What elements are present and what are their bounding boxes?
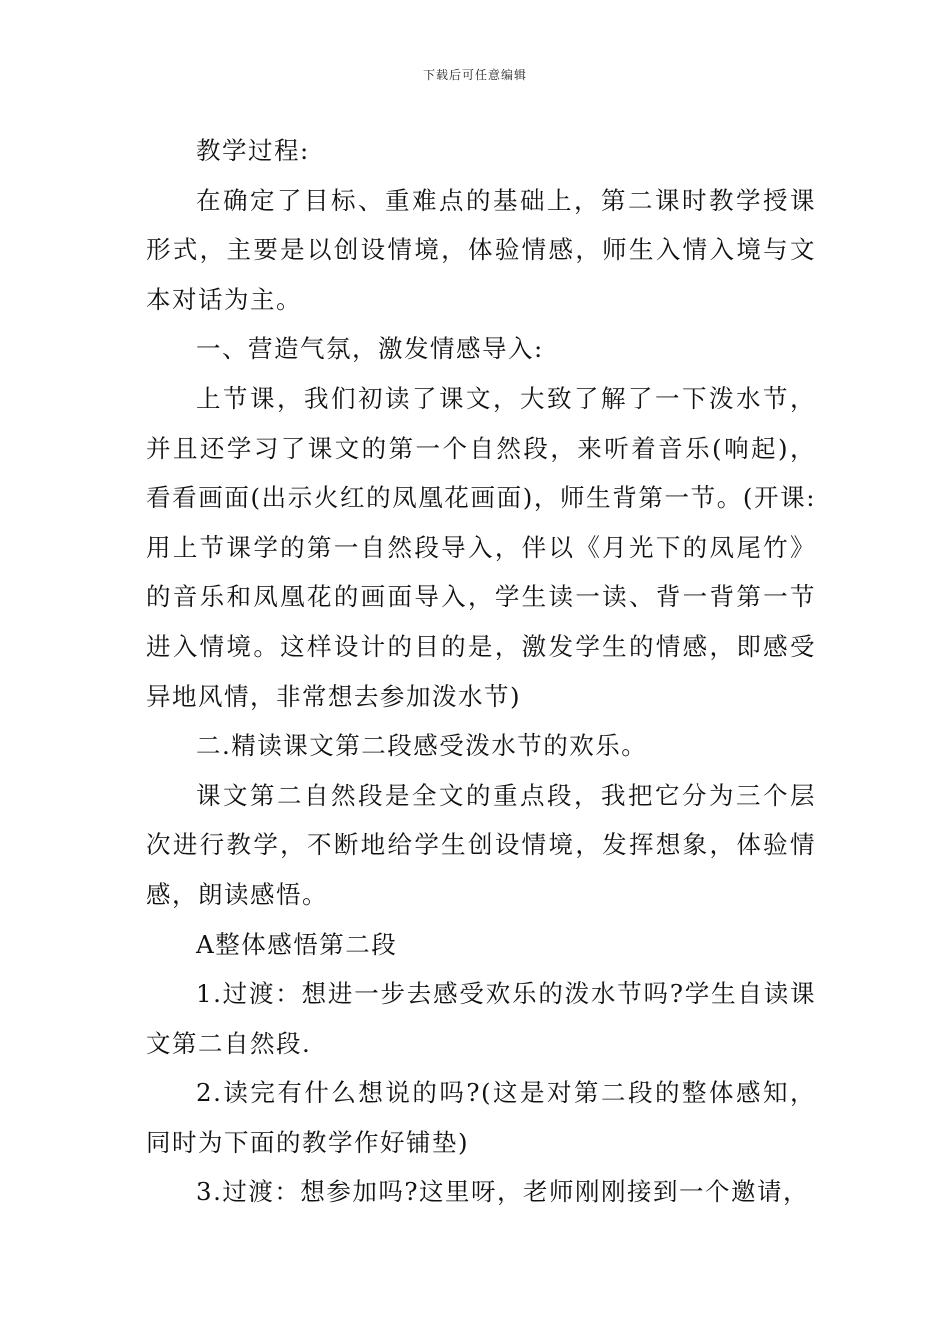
paragraph-teaching-process: 教学过程: (196, 136, 310, 165)
heading-section-two: 二.精读课文第二段感受泼水节的欢乐。 (196, 731, 648, 761)
page-header: 下载后可任意编辑 (422, 68, 527, 82)
document-body (146, 126, 816, 1217)
heading-section-one: 一、营造气氛，激发情感导入: (196, 334, 544, 364)
heading-part-a: A整体感悟第二段 (196, 929, 398, 959)
list-item-2: 2.读完有什么想说的吗?(这是对第二段的整体感知，同时为下面的教学作好铺垫) (146, 1078, 816, 1157)
list-item-3: 3.过渡：想参加吗?这里呀，老师刚刚接到一个邀请， (196, 1177, 810, 1207)
paragraph-lesson-form: 在确定了目标、重难点的基础上，第二课时教学授课形式，主要是以创设情境，体验情感，师生入情入境与文本对话为主。 (146, 185, 816, 314)
paragraph-lead-in: 上节课，我们初读了课文，大致了解了一下泼水节，并且还学习了课文的第一个自然段，来听着音乐(响起)，看看画面(出示火红的凤凰花画面)，师生背第一节。(开课:用上节课学的第一自然段导入，伴以《月光下的凤尾竹》的音乐和凤凰花的画面导入，学生读一读、背一背第一节进入情境。这样设计的目的是，激发学生的情感，即感受异地风情，非常想去参加泼水节) (146, 383, 816, 711)
list-item-1: 1.过渡：想进一步去感受欢乐的泼水节吗?学生自读课文第二自然段. (146, 979, 816, 1058)
paragraph-key-section: 课文第二自然段是全文的重点段，我把它分为三个层次进行教学，不断地给学生创设情境，发挥想象，体验情感，朗读感悟。 (146, 780, 816, 909)
